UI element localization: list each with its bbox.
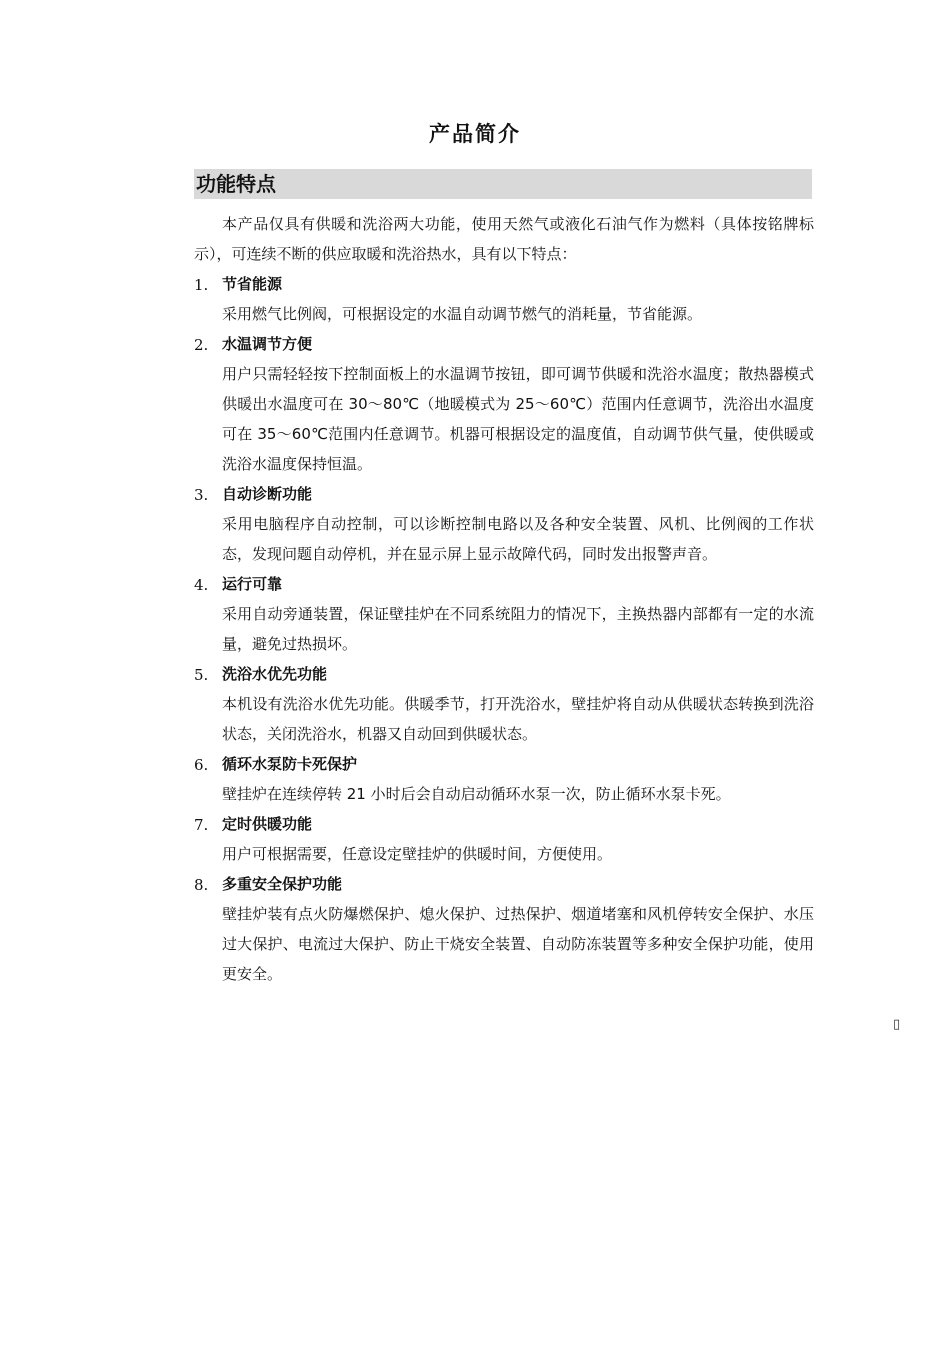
feature-description: 壁挂炉装有点火防爆燃保护、熄火保护、过热保护、烟道堵塞和风机停转安全保护、水压过大保护、电流过大保护、防止干烧安全装置、自动防冻装置等多种安全保护功能，使用更安全。 xyxy=(222,905,814,983)
feature-description: 用户可根据需要，任意设定壁挂炉的供暖时间，方便使用。 xyxy=(222,845,613,863)
section-heading: 功能特点 xyxy=(196,172,276,196)
feature-list xyxy=(194,269,814,989)
feature-title: 水温调节方便 xyxy=(222,335,313,353)
feature-item xyxy=(194,659,814,749)
feature-number: 8. xyxy=(194,876,209,894)
feature-number: 5. xyxy=(194,666,209,684)
section-heading-bar xyxy=(194,169,812,199)
feature-description: 采用自动旁通装置，保证壁挂炉在不同系统阻力的情况下，主换热器内部都有一定的水流量，避免过热损坏。 xyxy=(222,605,814,653)
feature-item xyxy=(194,749,814,809)
feature-title: 自动诊断功能 xyxy=(222,485,313,503)
feature-item xyxy=(194,479,814,569)
feature-number: 7. xyxy=(194,816,209,834)
page-marker: ▯ xyxy=(893,1017,901,1032)
feature-title: 定时供暖功能 xyxy=(222,815,313,833)
feature-item xyxy=(194,269,814,329)
feature-number: 4. xyxy=(194,576,209,594)
feature-title: 运行可靠 xyxy=(222,575,283,593)
feature-title: 节省能源 xyxy=(222,275,283,293)
feature-number: 2. xyxy=(194,336,209,354)
page-title: 产品简介 xyxy=(429,121,521,146)
feature-description: 壁挂炉在连续停转 21 小时后会自动启动循环水泵一次，防止循环水泵卡死。 xyxy=(222,785,731,803)
feature-description: 采用燃气比例阀，可根据设定的水温自动调节燃气的消耗量，节省能源。 xyxy=(222,305,703,323)
feature-number: 6. xyxy=(194,756,209,774)
feature-title: 循环水泵防卡死保护 xyxy=(222,755,358,773)
feature-item xyxy=(194,809,814,869)
intro-paragraph: 本产品仅具有供暖和洗浴两大功能，使用天然气或液化石油气作为燃料（具体按铭牌标示），可连续不断的供应取暖和洗浴热水，具有以下特点： xyxy=(194,215,814,263)
feature-item xyxy=(194,329,814,479)
feature-item xyxy=(194,569,814,659)
feature-description: 本机设有洗浴水优先功能。供暖季节，打开洗浴水，壁挂炉将自动从供暖状态转换到洗浴状态，关闭洗浴水，机器又自动回到供暖状态。 xyxy=(222,695,814,743)
feature-title: 洗浴水优先功能 xyxy=(222,665,328,683)
feature-number: 3. xyxy=(194,486,209,504)
feature-description: 用户只需轻轻按下控制面板上的水温调节按钮，即可调节供暖和洗浴水温度；散热器模式供暖出水温度可在 30～80℃（地暖模式为 25～60℃）范围内任意调节，洗浴出水温度可在 35～60℃范围内任意调节。机器可根据设定的温度值，自动调节供气量，使供暖或洗浴水温度保持恒温。 xyxy=(222,365,814,473)
content-body xyxy=(194,209,814,989)
feature-number: 1. xyxy=(194,276,209,294)
feature-description: 采用电脑程序自动控制，可以诊断控制电路以及各种安全装置、风机、比例阀的工作状态，发现问题自动停机，并在显示屏上显示故障代码，同时发出报警声音。 xyxy=(222,515,814,563)
feature-title: 多重安全保护功能 xyxy=(222,875,343,893)
feature-item xyxy=(194,869,814,989)
